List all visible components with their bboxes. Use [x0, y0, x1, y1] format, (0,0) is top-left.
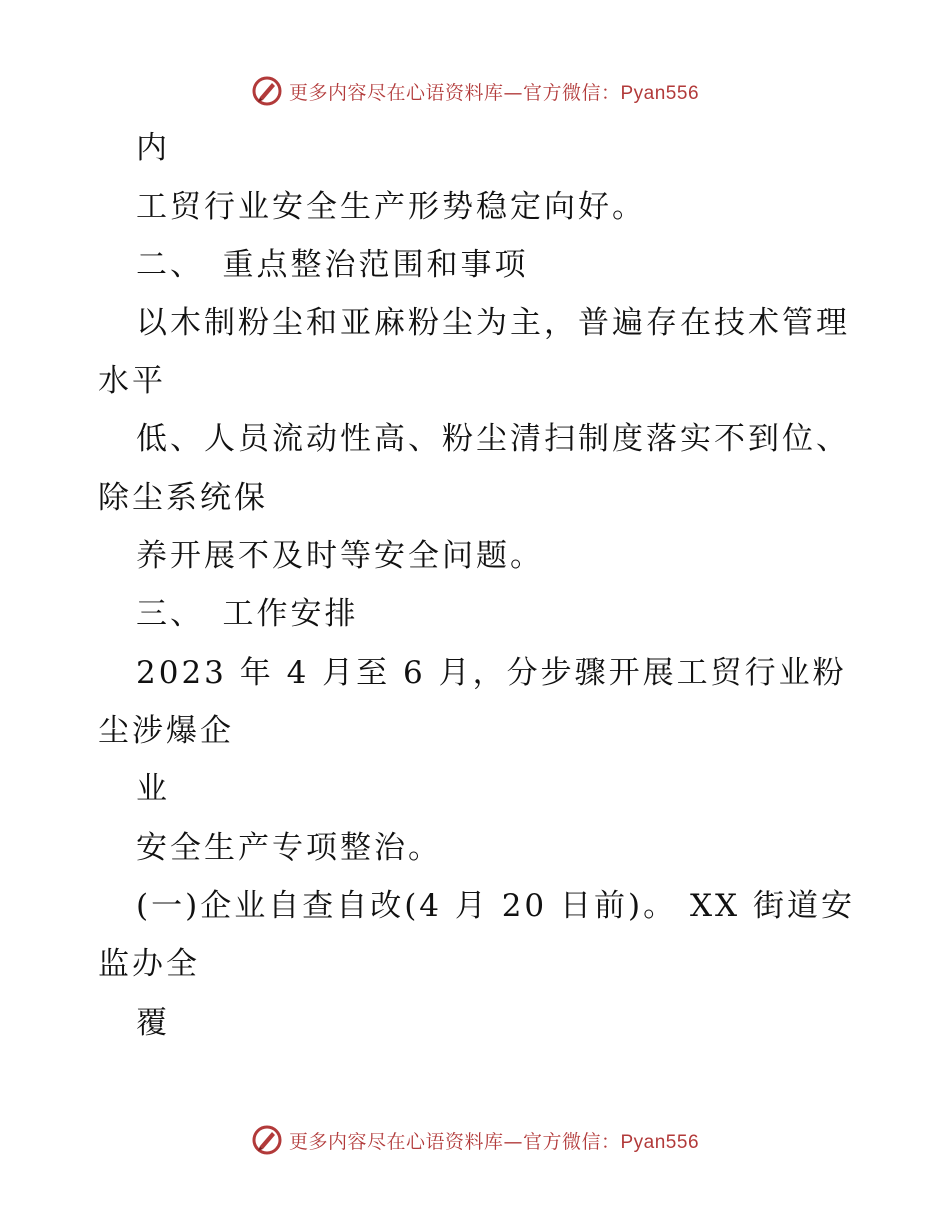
text-line: 尘涉爆企 — [98, 713, 234, 749]
text-line: 工贸行业安全生产形势稳定向好。 — [136, 189, 646, 225]
text-line: 内 — [136, 130, 170, 166]
footer-watermark — [0, 1120, 950, 1160]
text-line: 除尘系统保 — [98, 480, 268, 516]
text-line: 监办全 — [98, 946, 200, 982]
watermark-text: 更多内容尽在心语资料库—官方微信：Pyan556 — [288, 1130, 700, 1153]
text-line: 低、人员流动性高、粉尘清扫制度落实不到位、 — [136, 421, 850, 457]
brand-logo-icon — [251, 75, 283, 107]
text-line: 2023 年 4 月至 6 月，分步骤开展工贸行业粉 — [136, 655, 847, 691]
section-heading: 二、 重点整治范围和事项 — [136, 247, 529, 283]
text-line: 安全生产专项整治。 — [136, 830, 442, 866]
text-line: 水平 — [98, 363, 166, 399]
section-heading: 三、 工作安排 — [136, 596, 359, 632]
text-line: 业 — [136, 771, 170, 807]
text-line: (一)企业自查自改(4 月 20 日前)。 XX 街道安 — [136, 888, 855, 924]
text-line: 覆 — [136, 1005, 170, 1041]
header-watermark — [0, 71, 950, 111]
brand-logo-icon — [251, 1124, 283, 1156]
text-line: 养开展不及时等安全问题。 — [136, 538, 544, 574]
text-line: 以木制粉尘和亚麻粉尘为主，普遍存在技术管理 — [136, 305, 850, 341]
watermark-text: 更多内容尽在心语资料库—官方微信：Pyan556 — [288, 81, 700, 104]
